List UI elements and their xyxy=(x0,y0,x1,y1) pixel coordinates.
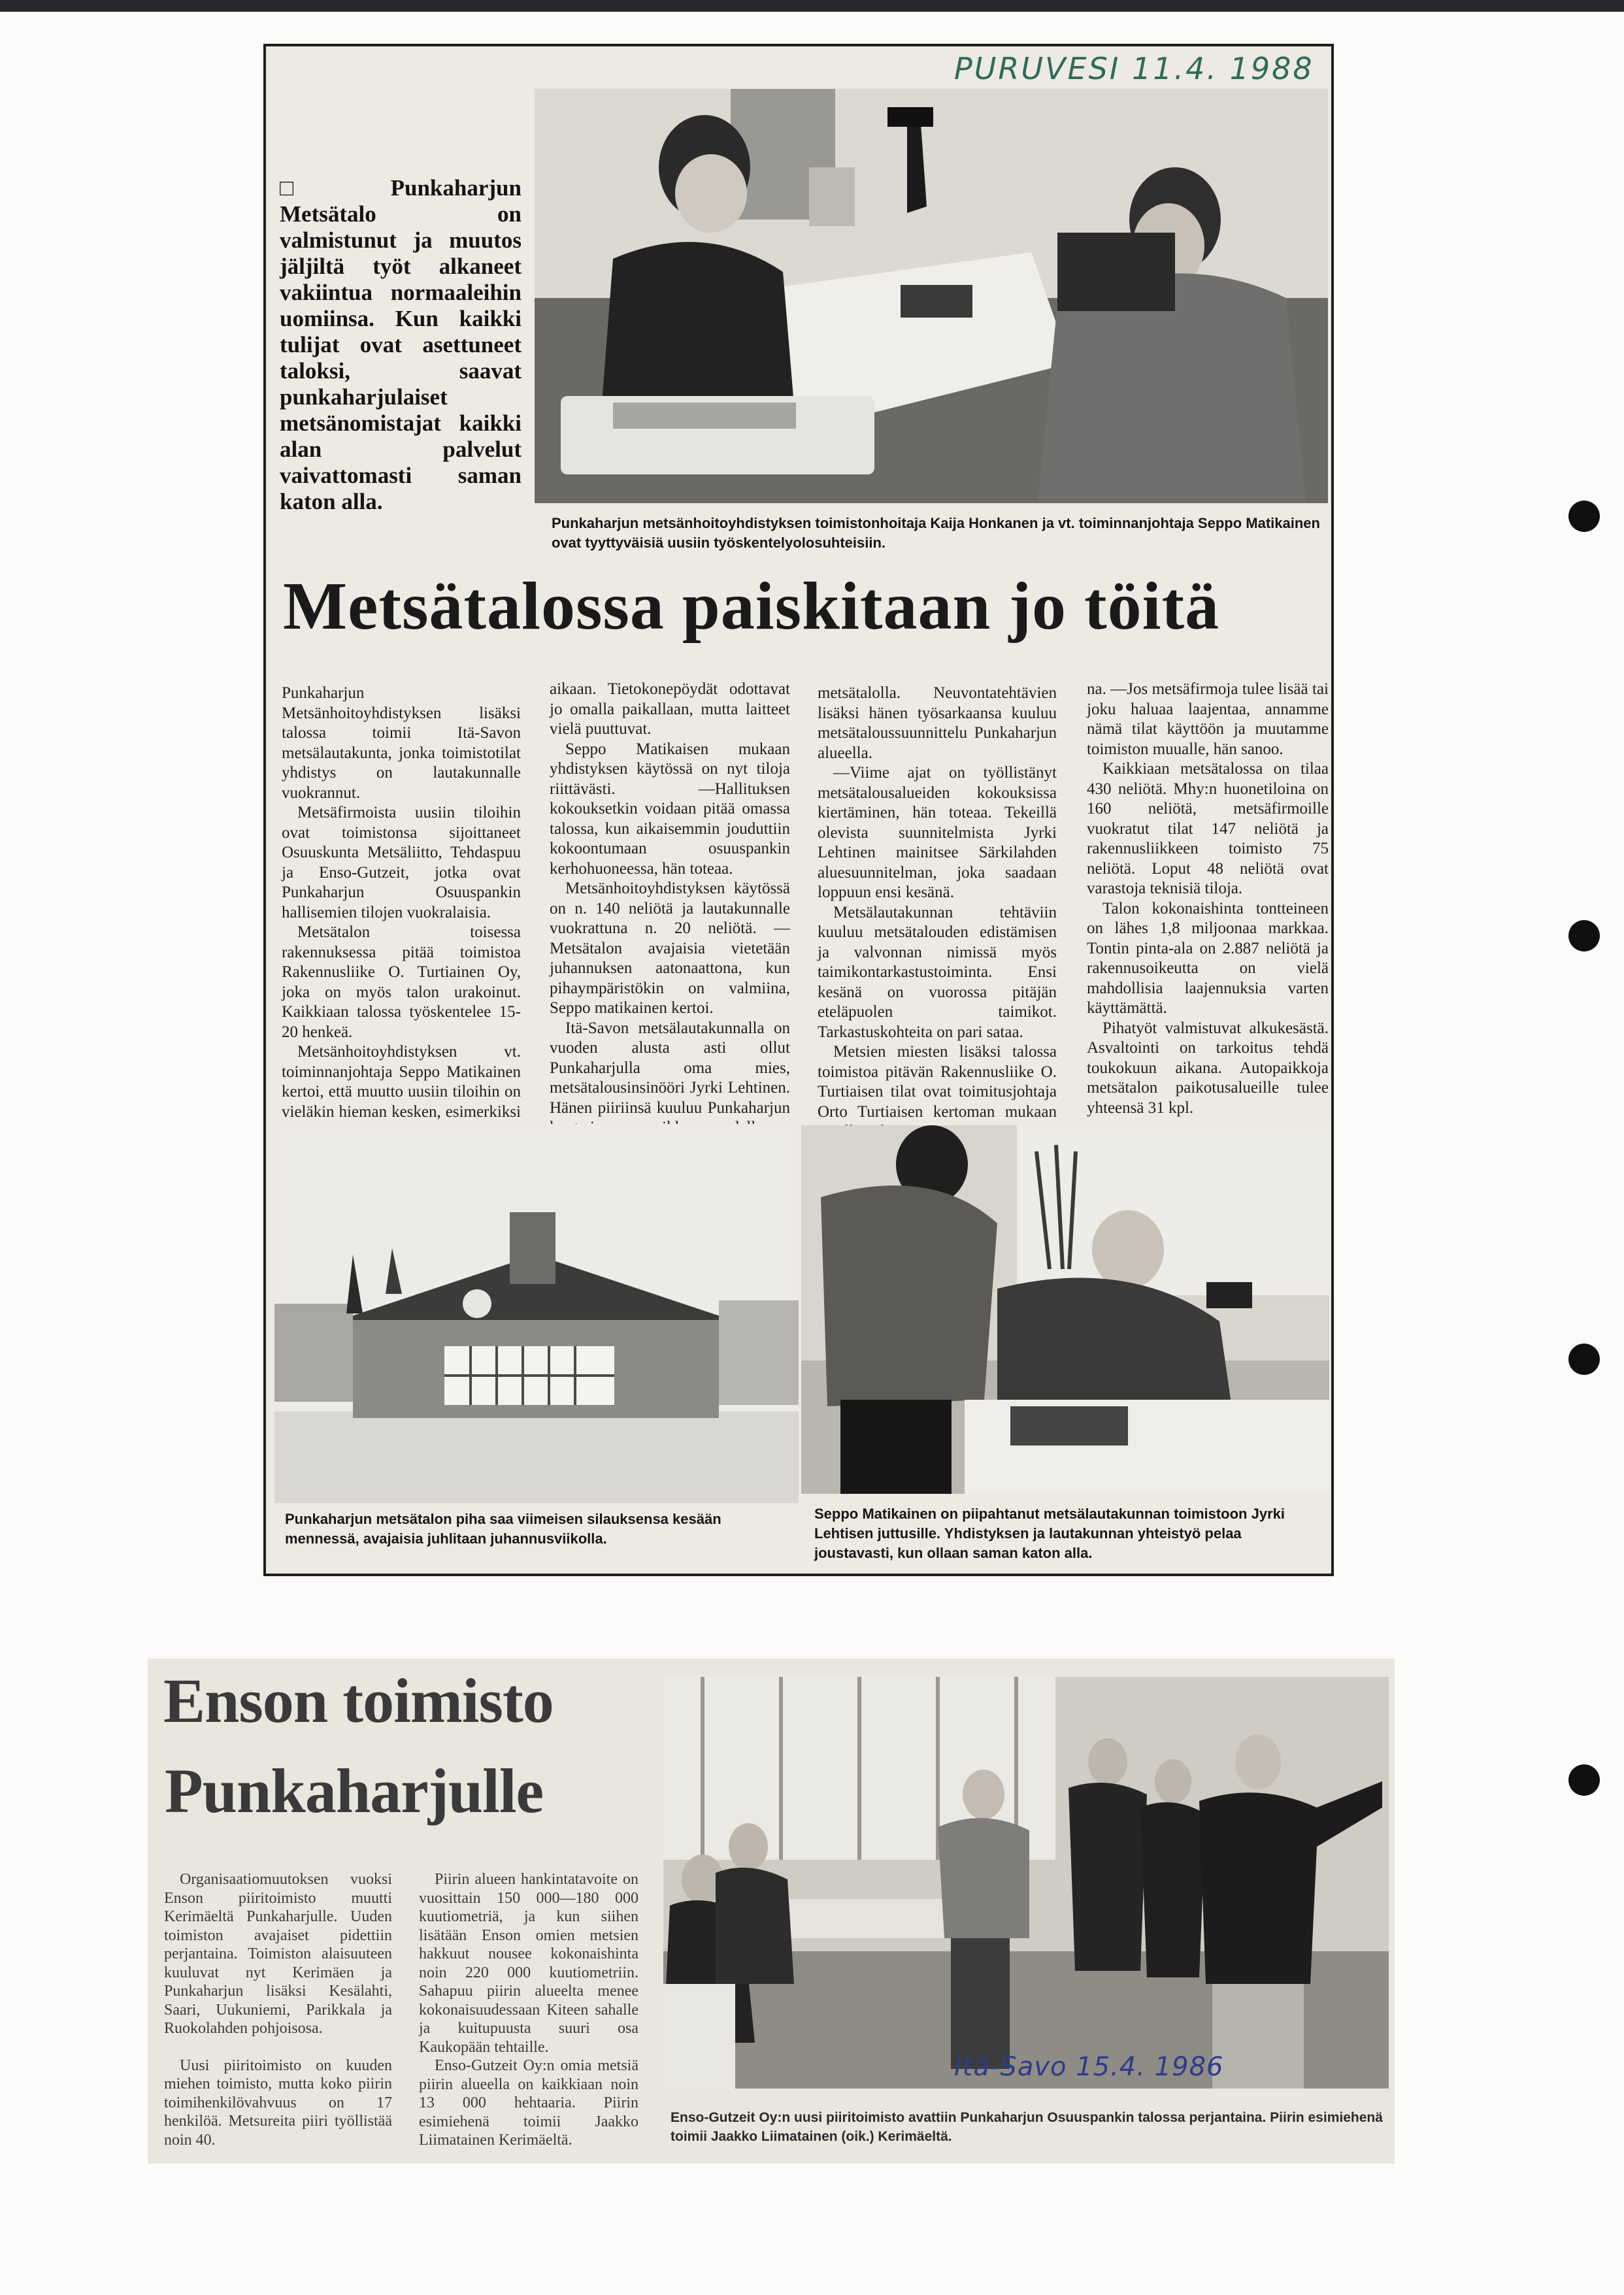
two-men-photo-caption: Seppo Matikainen on piipahtanut metsälautakunnan toimistoon Jyrki Lehtisen juttusille. Yhdistyksen ja lautakunnan yhteistyö pelaa joustavasti, kun ollaan saman katon alla. xyxy=(814,1506,1285,1561)
paragraph: metsätalolla. Neuvontatehtävien lisäksi hänen työsarkaansa kuuluu metsätaloussuunnittelu Punkaharjun alueella. xyxy=(818,684,1057,762)
paragraph: Itä-Savon metsälautakunnalla on vuoden alusta asti ollut Punkaharjulla oma mies, metsätalousinsinööri Jyrki Lehtinen. Hänen piiriinsä kuuluu Punkaharjun xyxy=(550,1019,790,1117)
paragraph: Metsälautakunnan tehtäviin kuuluu metsätalouden edistämisen ja valvonnan nimissä myös taimikontarkastustoiminta. Ensi kesänä on vuorossa pitäjän eteläpuolen taimikot. Tarkastuskohteita on pari sataa. xyxy=(818,903,1057,1041)
paragraph: Organisaatiomuutoksen vuoksi Enson piiritoimisto muutti Kerimäeltä Punkaharjulle. Uuden toimiston avajaiset pidettiin perjantaina. Toimiston alaisuuteen kuuluvat nyt Kerimäen ja Punkaharjun lisäksi Kesälahti, Saari, Uukuniemi, Parikkala ja Ruokolahden pohjoisosa. xyxy=(164,1871,392,2037)
paragraph: Metsätalon toisessa rakennuksessa pitää toimistoa Rakennusliike O. Turtiainen Oy, joka on myös talon urakoinut. Kaikkiaan talossa työskentelee 15-20 henkeä. xyxy=(282,923,521,1041)
office-photo xyxy=(535,89,1328,503)
paragraph: Seppo Matikaisen mukaan yhdistyksen käytössä on nyt tiloja riittävästi. —Hallituksen kokouksetkin voidaan pitää omassa talossa, kun aikaisemmin jouduttiin kokoontumaan osuuspankin kerhohuoneessa, hän toteaa. xyxy=(550,740,790,878)
paragraph: Talon kokonaishinta tontteineen on lähes 1,8 miljoonaa markkaa. Tontin pinta-ala on 2.887 neliötä ja rakennusoikeutta on vielä mahdollisia laajennuksia varten käyttämättä. xyxy=(1087,899,1329,1017)
paragraph: na. —Jos metsäfirmoja tulee lisää tai joku haluaa laajentaa, annamme nämä tilat käyttöön ja muutamme toimiston muualle, hän sanoo. xyxy=(1087,680,1329,758)
paragraph: Metsäfirmoista uusiin tiloihin ovat toimistonsa sijoittaneet Osuuskunta Metsäliitto, Tehdaspuu ja Enso-Gutzeit, jotka ovat Punkaharjun Osuuspankin hallisemien tilojen vuokralaisia. xyxy=(282,804,521,921)
handwritten-source-note-2: Itä-Savo 15.4. 1986 xyxy=(954,2052,1224,2082)
building-photo-caption: Punkaharjun metsätalon piha saa viimeisen silauksensa kesään mennessä, avajaisia juhlitaan juhannusviikolla. xyxy=(285,1511,721,1547)
paragraph: Pihatyöt valmistuvat alkukesästä. Asvaltointi on tarkoitus tehdä toukokuun aikana. Autopaikkoja metsätalon paikotusalueille tulee yhteensä 31 kpl. xyxy=(1087,1019,1329,1117)
enso-column-2 xyxy=(419,1870,638,2150)
paragraph: Enso-Gutzeit Oy:n omia metsiä piirin alueella on kaikkiaan noin 13 000 hehtaaria. Piirin esimiehenä toimii Jaakko Liimatainen Kerimäeltä. xyxy=(419,2057,638,2149)
punch-hole xyxy=(1568,920,1600,951)
enso-photo-caption: Enso-Gutzeit Oy:n uusi piiritoimisto avattiin Punkaharjun Osuuspankin talossa perjantaina. Piirin esimiehenä toimii Jaakko Liimatainen (oik.) Kerimäeltä. xyxy=(671,2110,1383,2144)
paragraph: —Viime ajat on työllistänyt metsätalousalueiden kokouksissa kiertäminen, hän toteaa. Tekeillä olevista suunnitelmista Jyrki Lehtinen mainitsee Särkilahden aluesuunnitelman, joka saadaan loppuun ensi kesänä. xyxy=(818,764,1057,901)
paragraph: Punkaharjun Metsänhoitoyhdistyksen lisäksi talossa toimii Itä-Savon metsälautakunta, jonka toimistotilat yhdistys on lautakunnalle vuokrannut. xyxy=(282,684,521,802)
scan-edge-bar xyxy=(0,0,1624,12)
building-photo xyxy=(274,1124,799,1503)
top-photo-caption: Punkaharjun metsänhoitoyhdistyksen toimistonhoitaja Kaija Honkanen ja vt. toiminnanjohtaja Seppo Matikainen ovat tyyttyväisiä uusiin työskentelyolosuhteisiin. xyxy=(552,515,1320,551)
punch-hole xyxy=(1568,501,1600,532)
paragraph: Uusi piiritoimisto on kuuden miehen toimisto, mutta koko piirin toimihenkilövahvuus on 17 henkilöä. Metsureita piiri työllistää noin 40. xyxy=(164,2056,392,2149)
punch-hole xyxy=(1568,1764,1600,1796)
paragraph: Metsänhoitoyhdistyksen käytössä on n. 140 neliötä ja lautakunnalle vuokrattuna n. 20 neliötä. —Metsätalon avajaisia vietetään juhannuksen aatonaattona, kun pihaympäristökin on valmiina, Seppo matikainen kertoi. xyxy=(550,880,790,1017)
lede-paragraph: □ Punkaharjun Metsätalo on valmistunut ja muutos jäljiltä työt alkaneet vakiintua normaaleihin uomiinsa. Kun kaikki tulijat ovat asettuneet taloksi, saavat punkaharjulaiset metsänomistajat kaikki alan palvelut vaivattomasti saman katon alla. xyxy=(280,175,522,514)
enso-headline-line-1: Enson toimisto xyxy=(163,1666,554,1736)
two-men-photo xyxy=(801,1125,1329,1494)
enso-headline-line-2: Punkaharjulle xyxy=(165,1756,544,1826)
enso-column-1 xyxy=(164,1870,392,2149)
article-column-2 xyxy=(550,680,790,1138)
paragraph: Kaikkiaan metsätalossa on tilaa 430 neliötä. Mhy:n huonetiloina on 160 neliötä, metsäfirmoille vuokratut tilat 147 neliötä ja rakennusliikkeen toimisto 75 neliötä. Loput 48 neliötä ovat varastoja teknisiä tiloja. xyxy=(1087,760,1329,897)
handwritten-source-note: PURUVESI 11.4. 1988 xyxy=(954,51,1314,86)
article-column-1 xyxy=(282,684,521,1182)
article-column-4 xyxy=(1087,680,1329,1118)
paragraph: Piirin alueen hankintatavoite on vuosittain 150 000—180 000 kuutiometriä, ja kun siihen lisätään Enson omien metsien hakkuut nousee kokonaishinta noin 220 000 kuutiometriin. Sahapuu piirin alueelta menee kokonaisuudessaan Kiteen sahalle ja kuitupuusta suuri osa Kaukopään tehtaille. xyxy=(419,1871,638,2056)
punch-hole xyxy=(1568,1344,1600,1375)
paragraph: Metsien miesten lisäksi talossa toimistoa pitävän Rakennusliike O. Turtiaisen tilat ovat toimitusjohtaja Orto Turtiaisen kertoman mukaan xyxy=(818,1043,1057,1121)
article-column-3 xyxy=(818,684,1057,1142)
paragraph: Metsänhoitoyhdistyksen vt. toiminnanjohtaja Seppo Matikainen kertoi, että muutto uusiin tiloihin on vieläkin hieman kesken, esimerkiksi xyxy=(282,1043,521,1121)
enso-office-photo xyxy=(663,1677,1389,2089)
main-headline: Metsätalossa paiskitaan jo töitä xyxy=(283,569,1220,644)
paragraph: aikaan. Tietokonepöydät odottavat jo omalla paikallaan, mutta laitteet vielä puuttuvat. xyxy=(550,680,790,738)
